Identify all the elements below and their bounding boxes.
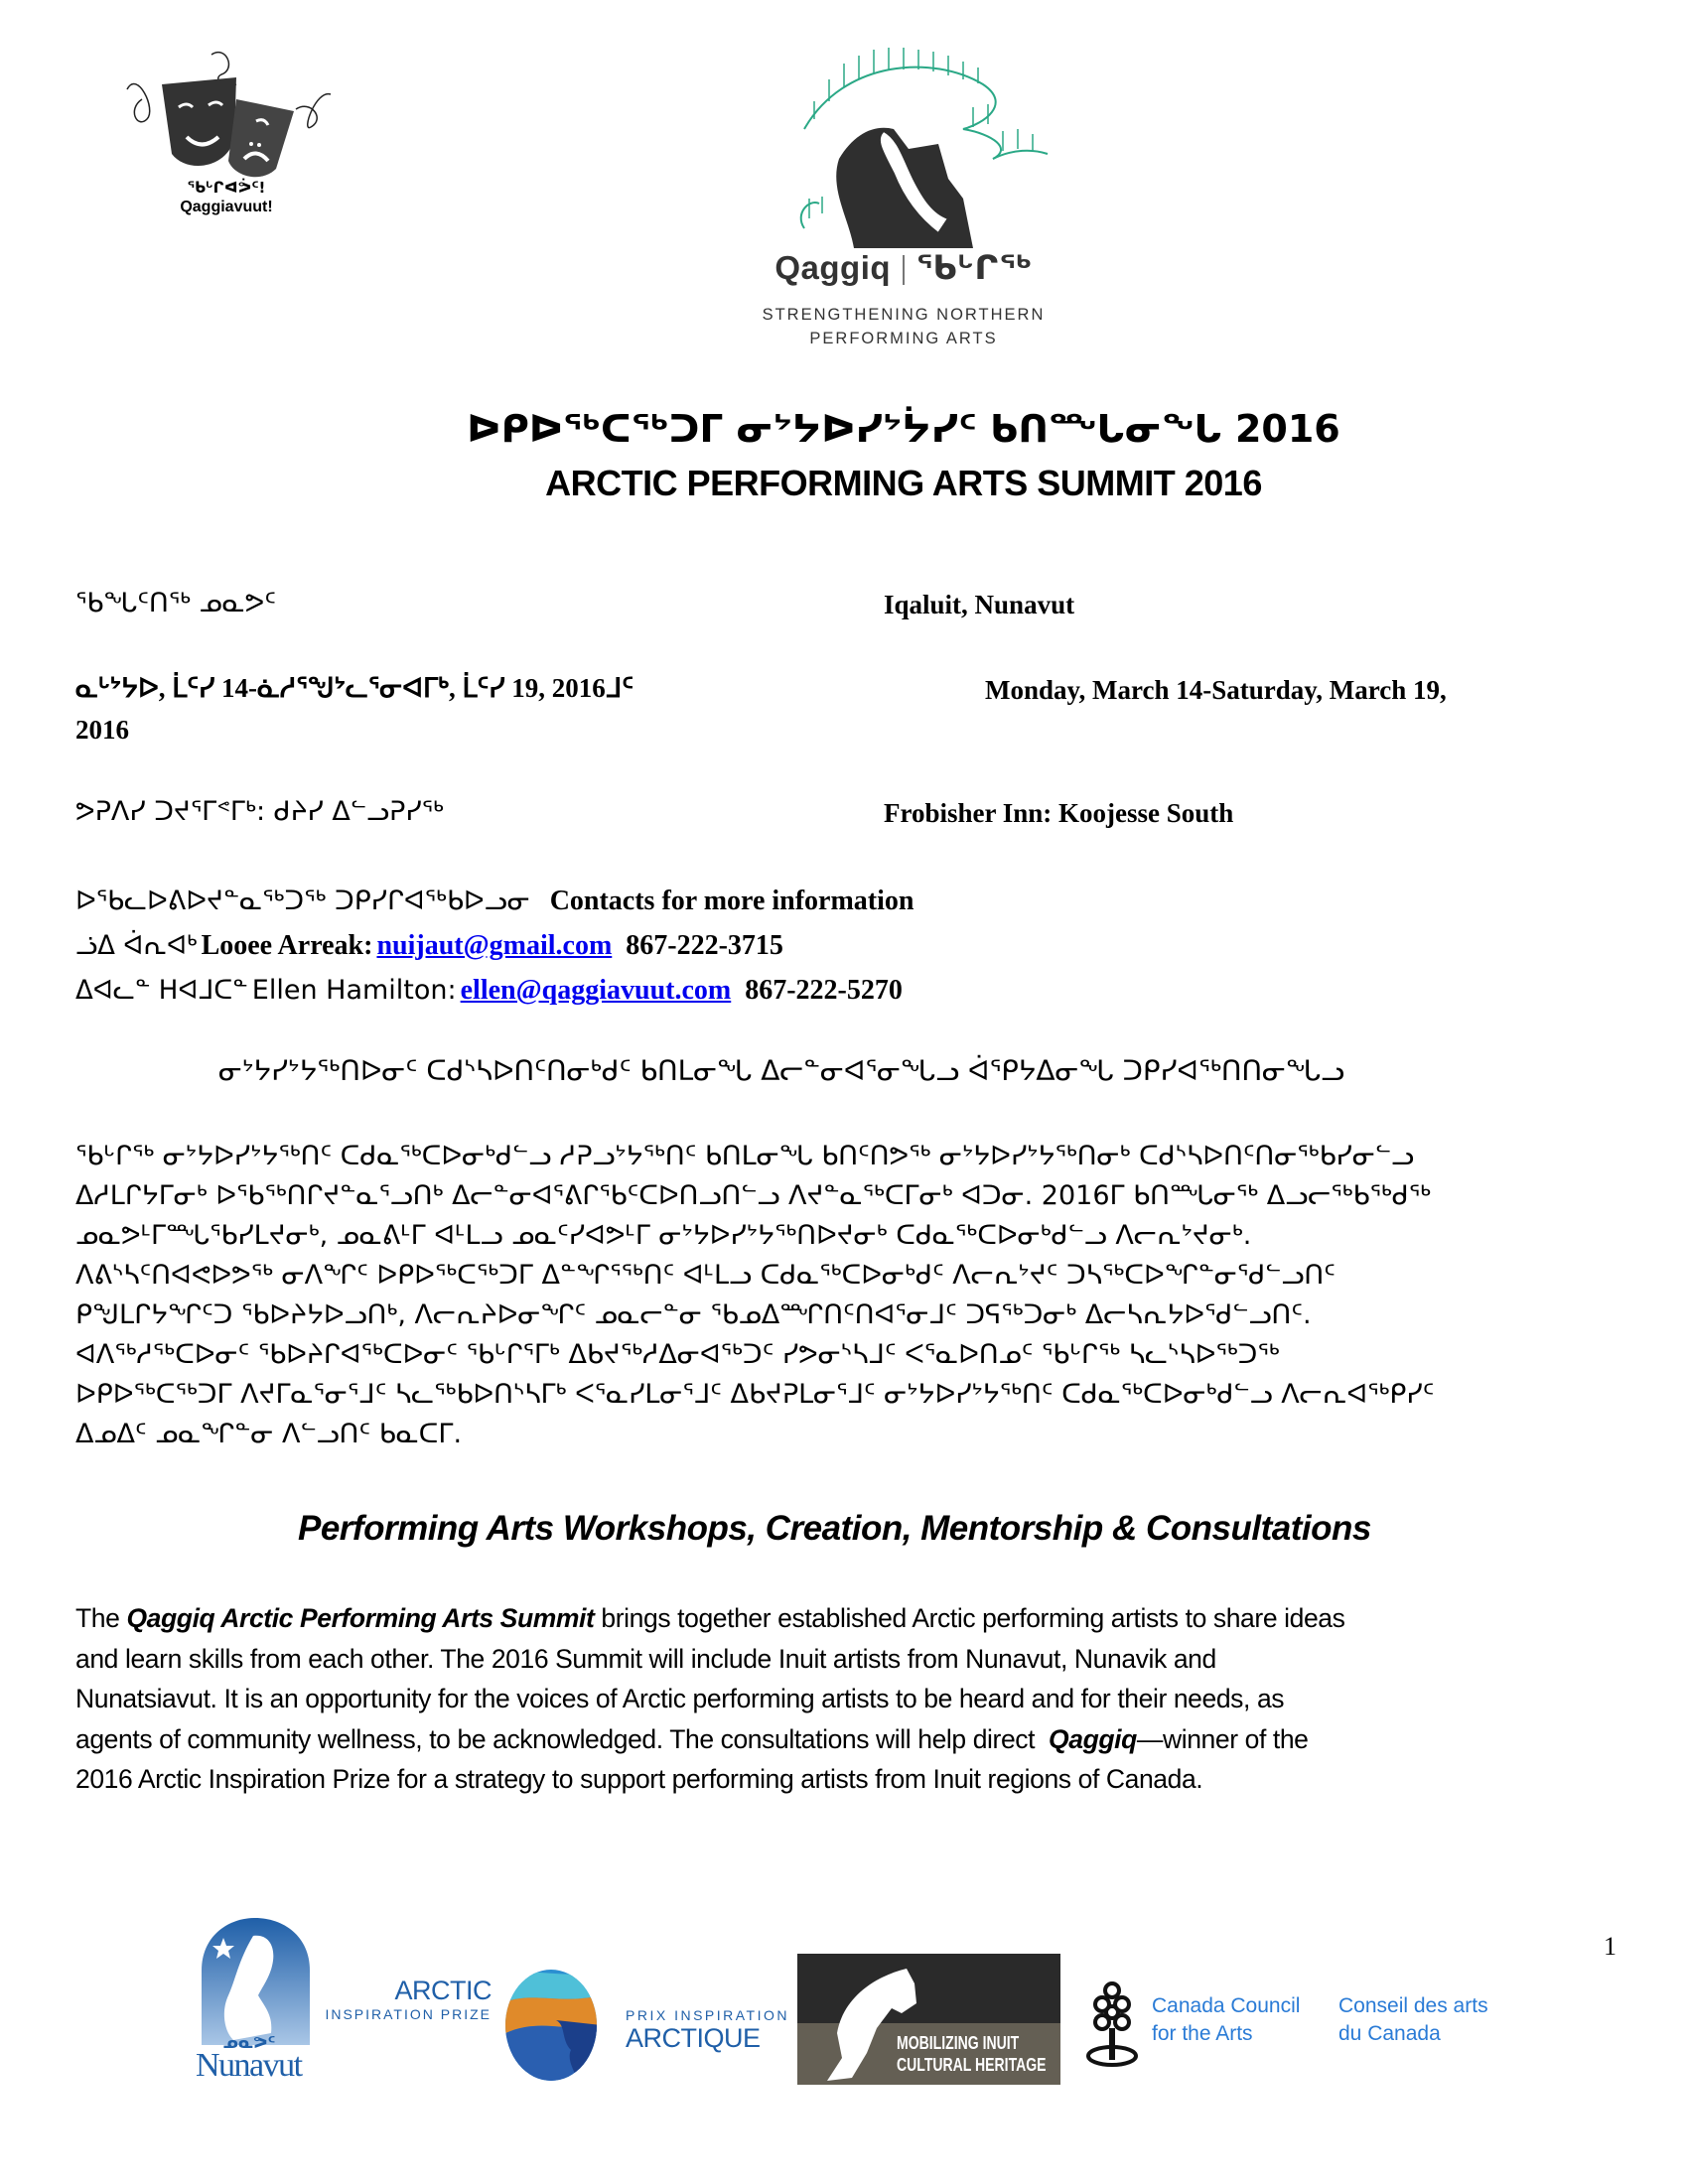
- aip-fr-big: ARCTIQUE: [626, 2023, 761, 2053]
- title-syllabics: ᐅᑭᐅᖅᑕᖅᑐᒥ ᓂᔾᔭᐅᓯᔾᔮᓯᑦ ᑲᑎᙵᓂᖓ 2016: [467, 407, 1340, 451]
- line-text: agents of community wellness, to be acknowledged. The consultations will help direct: [75, 1723, 1050, 1754]
- page-number: 1: [1604, 1932, 1617, 1961]
- line-text: 2016 Arctic Inspiration Prize for a strategy to support performing artists from Inuit regions of Canada.: [75, 1764, 1203, 1794]
- paragraph-line: ᐱᕕᔅᓴᑦᑎᐊᕙᐅᕗᖅ ᓂᐱᖏᑦ ᐅᑭᐅᖅᑕᖅᑐᒥ ᐃᓐᖏᕐᖅᑎᑦ ᐊᒻᒪᓗ ᑕᑯᓇᖅᑕᐅᓂᒃᑯᑦ ᐱᓕᕆᔾᔪᑦ ᑐᓴᖅᑕᐅᖏᓐᓂᕐᑯᓪᓗᑎᑦ: [75, 1260, 1336, 1291]
- contact-phone: 867-222-5270: [745, 975, 903, 1006]
- paragraph-line: ᑭᖑᒪᒋᔭᖏᑦᑐ ᖃᐅᔨᔭᐅᓗᑎᒃ, ᐱᓕᕆᔨᐅᓂᖏᑦ ᓄᓇᓕᓐᓂ ᖃᓄᐃᙱᑎᑦᑎᐊᕐᓂᒧᑦ ᑐᕋᖅᑐᓂᒃ ᐃᓕᓴᕆᔭᐅᕐᑯᓪᓗᑎᑦ.: [75, 1299, 1312, 1330]
- nunavut-logo: [194, 1916, 318, 2085]
- line-text: and learn skills from each other. The 2016 Summit will include Inuit artists from Nunavut, Nunavik and: [75, 1643, 1216, 1674]
- contact-email-link[interactable]: nuijaut@gmail.com: [376, 930, 613, 961]
- cca-french: [1338, 1992, 1488, 2048]
- contact-name-syllabics: ᓘᐃ ᐋᕆᐊᒃ: [75, 931, 198, 961]
- qaggiavuut-masks-logo: [117, 50, 336, 238]
- qaggiq-logo: [735, 40, 1072, 357]
- contacts-heading-syllabics: ᐅᖃᓚᐅᕕᐅᔪᓐᓇᖅᑐᖅ ᑐᑭᓯᒋᐊᖅᑲᐅᓗᓂ: [75, 886, 530, 916]
- paragraph-line: [75, 1598, 1624, 1639]
- paragraph-line: [75, 1639, 1624, 1680]
- aip-emblem-icon: [501, 1966, 601, 2085]
- logo-name: Qaggiavuut!: [180, 199, 273, 215]
- wordmark-divider: [903, 255, 905, 285]
- venue-english: Frobisher Inn: Koojesse South: [884, 798, 1234, 828]
- contact-name: Looee Arreak:: [201, 930, 373, 961]
- cca-en-line-2: for the Arts: [1152, 2022, 1253, 2045]
- canada-council-logo: [1082, 1980, 1549, 2070]
- line-text: The: [75, 1603, 127, 1633]
- qaggiq-name: Qaggiq: [774, 249, 892, 286]
- contact-name: Ellen Hamilton:: [251, 975, 457, 1006]
- page-title: ARCTIC PERFORMING ARTS SUMMIT 2016: [545, 463, 1262, 503]
- aip-fr-small: PRIX INSPIRATION: [626, 2007, 789, 2023]
- paragraph-line: ᐊᐱᖅᓱᖅᑕᐅᓂᑦ ᖃᐅᔨᒋᐊᖅᑕᐅᓂᑦ ᖃᒡᒋᕐᒥᒃ ᐃᑲᔪᖅᓱᐃᓂᐊᖅᑐᑦ ᓯᕗᓂᔅᓴᒧᑦ ᐸᕐᓇᐅᑎᓄᑦ ᖃᒡᒋᖅ ᓴᓚᔅᓴᐅᖅᑐᖅ: [75, 1339, 1280, 1370]
- contact-row: [75, 975, 903, 1007]
- nunavut-syllabics: ᓄᓇᕗᑦ: [223, 2033, 276, 2052]
- cca-fr-line-2: du Canada: [1338, 2022, 1441, 2045]
- paragraph-line: ᐃᓄᐃᑦ ᓄᓇᖏᓐᓂ ᐱᓪᓗᑎᑦ ᑲᓇᑕᒥ.: [75, 1419, 463, 1449]
- qaggiq-wordmark: [765, 248, 1043, 287]
- contact-row: [75, 930, 783, 962]
- dates-syllabics: ᓇᒡᔾᔭᐅ, ᒫᑦᓯ 14-ᓈᓱᕐᖑᔾᓚᕐᓂᐊᒥᒃ, ᒫᑦᓯ 19, 2016ᒧᑦ: [75, 673, 633, 703]
- paragraph-line: [75, 1719, 1624, 1760]
- paragraph-line: ᐅᑭᐅᖅᑕᖅᑐᒥ ᐱᔪᒥᓇᕐᓂᕐᒧᑦ ᓴᓚᖅᑲᐅᑎᔅᓴᒥᒃ ᐸᕐᓇᓯᒪᓂᕐᒧᑦ ᐃᑲᔪᕈᒪᓂᕐᒧᑦ ᓂᔾᔭᐅᓯᔾᔭᖅᑎᑦ ᑕᑯᓇᖅᑕᐅᓂᒃᑯᓪᓗ ᐱᓕᕆᐊᖅᑭᓯᑦ: [75, 1379, 1435, 1410]
- aip-en-small: INSPIRATION PRIZE: [325, 2006, 492, 2022]
- paragraph-line: [75, 1759, 1624, 1800]
- micch-line-2: CULTURAL HERITAGE: [897, 2055, 1047, 2075]
- line-text: —winner of the: [1136, 1723, 1309, 1754]
- contacts-heading-english: Contacts for more information: [549, 886, 914, 916]
- mobilizing-inuit-cultural-heritage-logo: [797, 1954, 1060, 2085]
- dates-english: Monday, March 14-Saturday, March 19,: [985, 675, 1447, 705]
- location-syllabics: ᖃᖓᑦᑎᖅ ᓄᓇᕗᑦ: [75, 588, 276, 618]
- qaggiq-syllabics: ᖃᒡᒋᖅ: [916, 248, 1033, 287]
- arctic-inspiration-prize-en: [323, 1976, 492, 2022]
- paragraph-line: ᓄᓇᕗᒻᒥᙵᖃᓯᒪᔪᓂᒃ, ᓄᓇᕕᒻᒥ ᐊᒻᒪᓗ ᓄᓇᑦᓯᐊᕗᒻᒥ ᓂᔾᔭᐅᓯᔾᔭᖅᑎᐅᔪᓂᒃ ᑕᑯᓇᖅᑕᐅᓂᒃᑯᓪᓗ ᐱᓕᕆᔾᔪᓂᒃ.: [75, 1220, 1252, 1251]
- micch-line-1: MOBILIZING INUIT: [897, 2033, 1020, 2053]
- cca-en-line-1: Canada Council: [1152, 1994, 1301, 2017]
- aip-emblem: [501, 1966, 601, 2085]
- line-text: Nunatsiavut. It is an opportunity for the voices of Arctic performing artists to be heard and for their needs, as: [75, 1684, 1285, 1713]
- venue-syllabics: ᕗᕈᐱᓯ ᑐᔪᕐᒥᕝᒥᒃ: ᑯᔨᓯ ᐃᓪᓗᕈᓯᖅ: [75, 796, 444, 827]
- syllabic-paragraph: [75, 1137, 1624, 1454]
- line-emphasis: Qaggiq: [1049, 1723, 1137, 1754]
- location-english: Iqaluit, Nunavut: [884, 590, 1075, 619]
- english-paragraph: [75, 1598, 1624, 1800]
- line-emphasis: Qaggiq Arctic Performing Arts Summit: [126, 1603, 595, 1633]
- qaggiq-tagline-2: PERFORMING ARTS: [809, 330, 998, 347]
- aurora-hood-icon: [735, 40, 1072, 248]
- qaggiq-tagline-1: STRENGTHENING NORTHERN: [762, 306, 1046, 324]
- english-section-heading: Performing Arts Workshops, Creation, Mentorship & Consultations: [298, 1509, 1371, 1548]
- aip-en-big: ARCTIC: [394, 1976, 492, 2005]
- paragraph-line: ᐃᓱᒪᒋᔭᒥᓂᒃ ᐅᖃᖅᑎᒋᔪᓐᓇᕐᓗᑎᒃ ᐃᓕᓐᓂᐊᕐᕕᒋᖃᑦᑕᐅᑎᓗᑎᓪᓗ ᐱᔪᓐᓇᖅᑕᒥᓂᒃ ᐊᑐᓂ. 2016ᒥ ᑲᑎᙵᓂᖅ ᐃᓗᓕᖅᑲᖅᑯᖅ: [75, 1180, 1432, 1211]
- theatre-masks-icon: [117, 50, 336, 179]
- contact-phone: 867-222-3715: [626, 930, 783, 961]
- contact-name-syllabics: ᐃᐊᓚᓐ ᕼᐊᒧᑕᓐ: [75, 976, 248, 1006]
- nunavut-name: Nunavut: [196, 2047, 302, 2084]
- paragraph-line: ᖃᒡᒋᖅ ᓂᔾᔭᐅᓯᔾᔭᖅᑎᑦ ᑕᑯᓇᖅᑕᐅᓂᒃᑯᓪᓗ ᓱᕈᓗᔾᔭᖅᑎᑦ ᑲᑎᒪᓂᖓ ᑲᑎᑦᑎᕗᖅ ᓂᔾᔭᐅᓯᔾᔭᖅᑎᓂᒃ ᑕᑯᔅᓴᐅᑎᑦᑎᓂᖅᑲᓯᓂᓪᓗ: [75, 1141, 1415, 1171]
- paragraph-line: [75, 1679, 1624, 1719]
- contacts-heading: [75, 886, 914, 917]
- dates-syllabics-wrap: 2016: [75, 715, 129, 745]
- contact-email-link[interactable]: ellen@qaggiavuut.com: [460, 975, 732, 1006]
- cca-fr-line-1: Conseil des arts: [1338, 1994, 1488, 2017]
- line-text: brings together established Arctic performing artists to share ideas: [594, 1603, 1345, 1633]
- canada-council-tree-icon: [1082, 1980, 1142, 2068]
- cca-english: [1152, 1992, 1300, 2048]
- logo-syllabics: ᖃᒡᒋᐊᕘᑦ!: [187, 179, 266, 197]
- arctic-inspiration-prize-fr: [626, 2007, 789, 2054]
- syllabic-section-heading: ᓂᔾᔭᓯᔾᔭᖅᑎᐅᓂᑦ ᑕᑯᔅᓴᐅᑎᑦᑎᓂᒃᑯᑦ ᑲᑎᒪᓂᖓ ᐃᓕᓐᓂᐊᕐᓂᖓᓗ ᐋᕿᔭᐃᓂᖓ ᑐᑭᓯᐊᖅᑎᑎᓂᖓᓗ: [218, 1054, 1344, 1087]
